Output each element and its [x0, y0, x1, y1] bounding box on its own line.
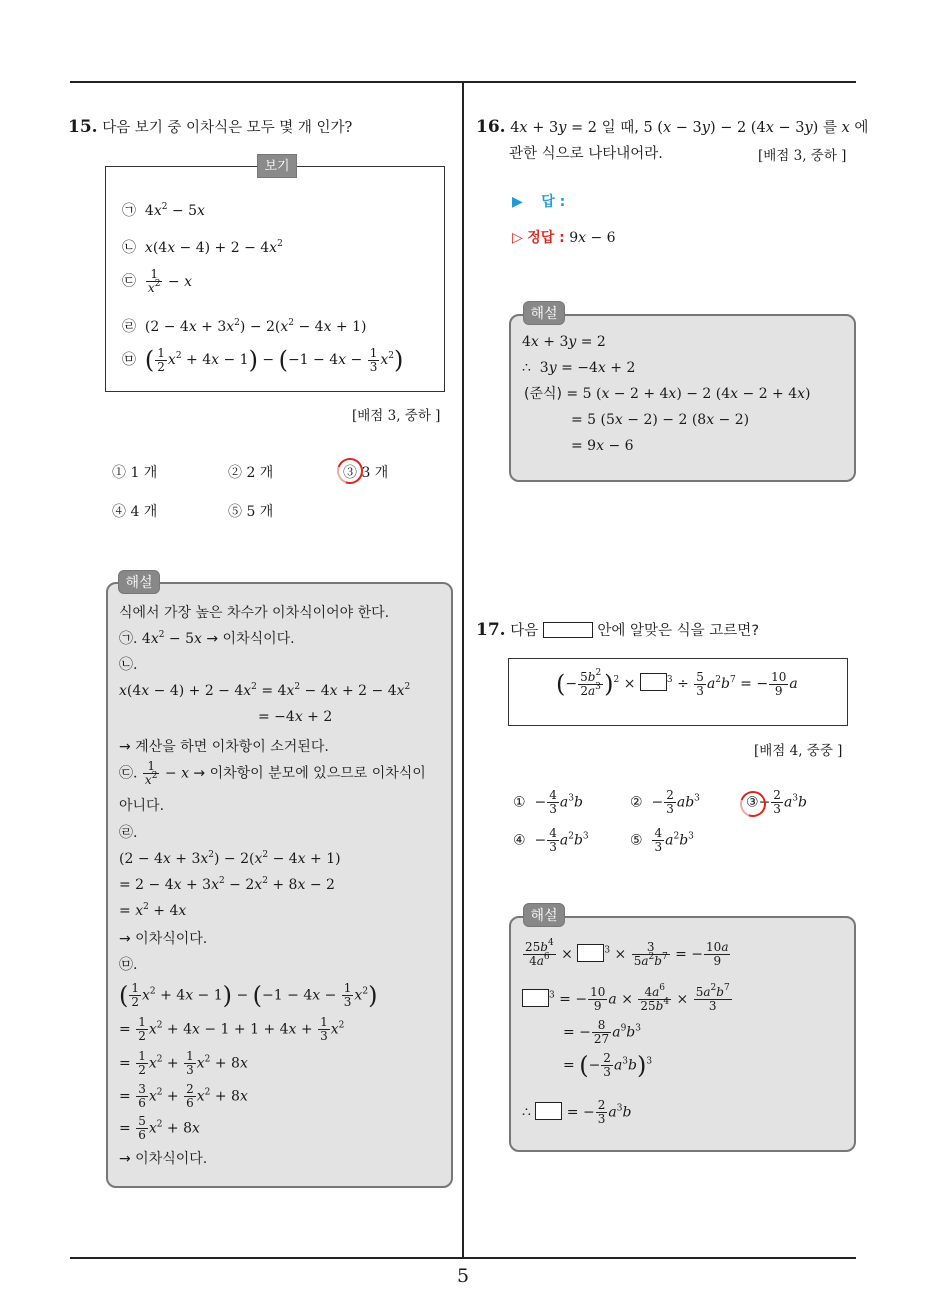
solution-17-5: ∴ = − $\frac{2}{3}$ $a^3b$ — [522, 1098, 632, 1126]
solution-b-label: ㉡. — [119, 657, 138, 673]
correct-label: 정답 : — [527, 230, 565, 246]
play-triangle-icon: ▶ — [512, 194, 523, 210]
solution-17-4: = (− $\frac{2}{3}$ $a^3b)^3$ — [563, 1051, 653, 1080]
question-text: 다음 보기 중 이차식은 모두 몇 개 인가? — [102, 120, 353, 136]
bogi-item-2: ㉡ $x(4x - 4) + 2 - 4x^2$ — [122, 239, 283, 256]
q17-choice-4[interactable]: ④ − $\frac{4}{3}$ $a^2b^3$ — [513, 826, 589, 854]
solution-16-3: (준식) = 5 (x − 2 + 4x) − 2 (4x − 2 + 4x) — [524, 386, 811, 402]
answer-label: 답 : — [541, 194, 566, 210]
solution-label: 해설 — [523, 301, 565, 325]
item-marker: ㉢ — [122, 273, 136, 290]
solution-b-1: $x(4x - 4) + 2 - 4x^2 = 4x^2 - 4x + 2 - 4x^2$ — [119, 682, 411, 699]
solution-16-4: = 5 (5x − 2) − 2 (8x − 2) — [571, 412, 750, 428]
solution-a: ㉠. $4x^2 - 5x$ → 이차식이다. — [119, 630, 295, 647]
choice-5[interactable]: ⑤ 5 개 — [228, 504, 274, 520]
solution-b-2: = −4x + 2 — [258, 709, 333, 725]
page-number: 5 — [456, 1265, 470, 1287]
item-marker: ㉠ — [122, 203, 136, 219]
answer-row — [512, 191, 565, 211]
bogi-item-4: ㉣ $(2 - 4x + 3x^2) - 2(x^2 - 4x + 1)$ — [122, 318, 367, 335]
q17-choice-5[interactable]: ⑤ $\frac{4}{3}$ $a^2b^3$ — [630, 826, 694, 854]
choice-1[interactable]: ① 1 개 — [112, 465, 158, 481]
item-marker: ㉤ — [122, 352, 136, 368]
solution-16-1: 4x + 3y = 2 — [522, 334, 606, 350]
bogi-item-3: ㉢ $\frac{1}{x^2}$ − x — [122, 267, 192, 295]
question-17: 17. 다음 안에 알맞은 식을 고르면? — [476, 620, 760, 640]
question-number: 17. — [476, 620, 506, 640]
bogi-label: 보기 — [257, 154, 297, 178]
score-16: [배점 3, 중하 ] — [758, 148, 847, 164]
solution-d-2: = $2 - 4x + 3x^2 - 2x^2 + 8x - 2$ — [119, 876, 335, 893]
question-number: 16. — [476, 117, 506, 137]
solution-e-1: ( $\frac{1}{2}$ $x^2 + 4x - 1) - (-1 - 4x$ − $\frac{1}{3}$ $x^2$) — [119, 981, 378, 1010]
solution-e-result: → 이차식이다. — [119, 1151, 208, 1167]
solution-17-1: $\frac{25b^4}{4a^6}$ × $^3$ × $\frac{3}{5a^2b^7}$ = − $\frac{10a}{9}$ — [525, 938, 729, 968]
question-number: 15. — [68, 117, 98, 137]
solution-d-label: ㉣. — [119, 825, 138, 841]
column-divider — [462, 83, 464, 1257]
question-15 — [68, 114, 352, 141]
score-17: [배점 4, 중중 ] — [754, 743, 843, 759]
solution-b-note: → 계산을 하면 이차항이 소거된다. — [119, 739, 329, 755]
solution-16-5: = 9x − 6 — [571, 438, 634, 454]
answer-mark-ring — [333, 454, 368, 489]
solution-c: ㉢. $\frac{1}{x^2}$ − x → 이차항이 분모에 있으므로 이차식이 — [119, 759, 426, 787]
choice-3[interactable]: ③ 3 개 — [343, 465, 389, 481]
solution-label: 해설 — [118, 570, 160, 594]
solution-17-2: $^3$ = − $\frac{10}{9}$ a × $\frac{4a^6}{25b^4}$ × $\frac{5a^2b^7}{3}$ — [522, 986, 733, 1013]
correct-answer-row: ▷ 정답 : 9x − 6 — [512, 230, 616, 246]
solution-c-note2: 아니다. — [119, 798, 165, 814]
choice-4[interactable]: ④ 4 개 — [112, 504, 158, 520]
item-marker: ㉣ — [122, 319, 136, 335]
solution-d-1: $(2 - 4x + 3x^2) - 2(x^2 - 4x + 1)$ — [119, 850, 341, 867]
question-16-line2: 관한 식으로 나타내어라. — [509, 146, 663, 162]
bogi-item-1: ㉠ $4x^2 - 5x$ — [122, 202, 205, 219]
item-marker: ㉡ — [122, 240, 136, 256]
score-15: [배점 3, 중하 ] — [352, 408, 441, 424]
question-16: 16. 4x + 3y = 2 일 때, 5 (x − 3y) − 2 (4x − 3y) 를 x 에 — [476, 117, 869, 137]
q17-choice-3[interactable]: ③− $\frac{2}{3}$ $a^3b$ — [746, 788, 807, 816]
solution-d-result: → 이차식이다. — [119, 931, 208, 947]
solution-label: 해설 — [523, 903, 565, 927]
choice-2[interactable]: ② 2 개 — [228, 465, 274, 481]
solution-intro: 식에서 가장 높은 차수가 이차식이어야 한다. — [119, 605, 390, 621]
solution-e-label: ㉤. — [119, 957, 138, 973]
solution-e-3: = $\frac{1}{2}$ $x^2$ + $\frac{1}{3}$ $x^2 + 8x$ — [119, 1049, 248, 1077]
answer-blank — [543, 622, 593, 638]
outline-triangle-icon: ▷ — [512, 230, 523, 246]
solution-17-3: = − $\frac{8}{27}$ $a^9b^3$ — [563, 1018, 641, 1046]
q17-choice-2[interactable]: ② − $\frac{2}{3}$ $ab^3$ — [630, 788, 700, 816]
q17-choice-1[interactable]: ① − $\frac{4}{3}$ $a^3b$ — [513, 788, 583, 816]
equation: (− $\frac{5b^2}{2a^3}$ )$^2$ × $^3$ ÷ $\frac{5}{3}$ $a^2b^7$ = − $\frac{10}{9}$ a — [556, 667, 798, 698]
bogi-item-5: ㉤ ( $\frac{1}{2}$ $x^2 + 4x - 1) - (-1 - 4x$ − $\frac{1}{3}$ $x^2$) — [122, 345, 404, 374]
solution-e-5: = $\frac{5}{6}$ $x^2 + 8x$ — [119, 1114, 200, 1142]
solution-16-2: ∴ 3y = −4x + 2 — [522, 360, 636, 376]
solution-d-3: = $x^2 + 4x$ — [119, 902, 187, 919]
solution-e-4: = $\frac{3}{6}$ $x^2$ + $\frac{2}{6}$ $x^2 + 8x$ — [119, 1082, 248, 1110]
solution-e-2: = $\frac{1}{2}$ $x^2 + 4x - 1 + 1 + 4x$ + $\frac{1}{3}$ $x^2$ — [119, 1015, 345, 1043]
eq-blank — [640, 673, 667, 691]
bottom-rule — [70, 1257, 856, 1259]
